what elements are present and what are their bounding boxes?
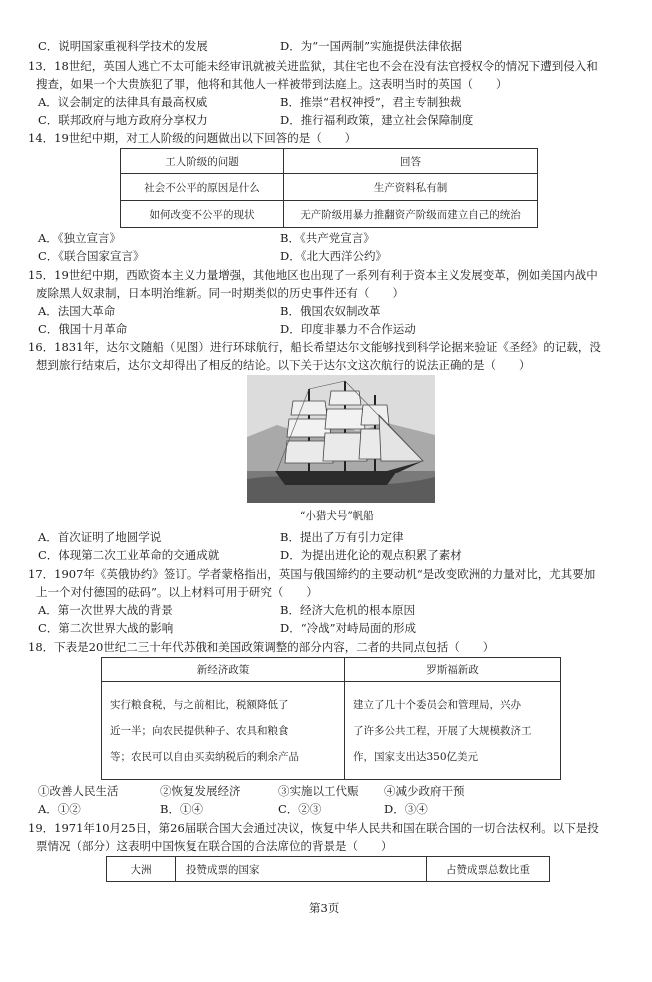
q13-option-d: D．推行福利政策，建立社会保障制度	[280, 113, 474, 127]
q18-new-deal-content	[345, 682, 561, 780]
q15-option-a: A．法国大革命	[38, 304, 116, 318]
q18-table	[101, 657, 561, 780]
q14-header-answer: 回答	[284, 149, 538, 174]
q16-option-c: C．体现第二次工业革命的交通成就	[38, 548, 220, 562]
q14-option-b: B．《共产党宣言》	[280, 231, 375, 245]
q19-header-countries: 投赞成票的国家	[176, 857, 427, 882]
q18-header-new-deal: 罗斯福新政	[345, 658, 561, 682]
q18-nep-line: 等；农民可以自由买卖纳税后的剩余产品	[110, 750, 299, 763]
q18-option-d: D．③④	[384, 802, 428, 816]
q18-item-3: ③实施以工代赈	[278, 784, 359, 798]
q12-option-c: C．说明国家重视科学技术的发展	[38, 39, 208, 53]
q17-option-c: C．第二次世界大战的影响	[38, 621, 174, 635]
q14-stem: 14．19世纪中期，对工人阶级的问题做出以下回答的是（ ）	[28, 131, 357, 145]
q18-option-c: C．②③	[278, 802, 322, 816]
q15-option-b: B．俄国农奴制改革	[280, 304, 381, 318]
q16-option-a: A．首次证明了地圆学说	[38, 530, 162, 544]
q16-option-b: B．提出了万有引力定律	[280, 530, 404, 544]
q19-stem-line-1: 19．1971年10月25日，第26届联合国大会通过决议，恢复中华人民共和国在联合国的一切合法权利。以下是投	[28, 821, 599, 835]
q15-stem-line-1: 15．19世纪中期，西欧资本主义力量增强，其他地区也出现了一系列有利于资本主义发展变革，例如美国内战中	[28, 268, 598, 282]
q14-row-1-question: 社会不公平的原因是什么	[121, 174, 284, 201]
ship-illustration	[247, 375, 435, 503]
q19-stem-line-2: 票情况（部分）这表明中国恢复在联合国的合法席位的背景是（ ）	[36, 839, 393, 853]
q17-stem-line-1: 17．1907年《英俄协约》签订。学者蒙格指出，英国与俄国缔约的主要动机“是改变欧洲的力量对比，尤其要加	[28, 567, 596, 581]
q14-row-2-question: 如何改变不公平的现状	[121, 201, 284, 228]
q19-table	[106, 856, 550, 882]
q14-table	[120, 148, 538, 228]
q13-stem-line-1: 13．18世纪，英国人逃亡不太可能未经审讯就被关进监狱，其住宅也不会在没有法官授权令的情况下遭到侵入和	[28, 59, 598, 73]
q14-header-question: 工人阶级的问题	[121, 149, 284, 174]
q13-stem-line-2: 搜查，如果一个大贵族犯了罪，他将和其他人一样被带到法庭上。这表明当时的英国（ ）	[36, 77, 508, 91]
q12-option-d: D．为“一国两制”实施提供法律依据	[280, 39, 462, 53]
q18-new-deal-line: 作，国家支出达350亿美元	[353, 750, 479, 763]
q18-option-b: B．①④	[160, 802, 203, 816]
q14-row-1-answer: 生产资料私有制	[284, 174, 538, 201]
q15-option-c: C．俄国十月革命	[38, 322, 128, 336]
q18-new-deal-line: 了许多公共工程，开展了大规模救济工	[353, 724, 532, 737]
q19-header-ratio: 占赞成票总数比重	[427, 857, 550, 882]
q14-option-a: A．《独立宣言》	[38, 231, 122, 245]
q16-stem-line-2: 想到旅行结束后，达尔文却得出了相反的结论。以下关于达尔文这次航行的说法正确的是（ ）	[36, 358, 531, 372]
q17-stem-line-2: 上一个对付德国的砝码”。以上材料可用于研究（ ）	[36, 585, 318, 599]
q13-option-b: B．推崇“君权神授”，君主专制独裁	[280, 95, 462, 109]
q17-option-d: D．“冷战”对峙局面的形成	[280, 621, 416, 635]
page-number: 第3页	[309, 901, 340, 915]
q14-row-2-answer: 无产阶级用暴力推翻资产阶级而建立自己的统治	[284, 201, 538, 228]
q18-stem: 18．下表是20世纪二三十年代苏俄和美国政策调整的部分内容，二者的共同点包括（ ）	[28, 640, 495, 654]
q15-stem-line-2: 废除黑人奴隶制，日本明治维新。同一时期类似的历史事件还有（ ）	[36, 286, 404, 300]
q16-stem-line-1: 16．1831年，达尔文随船（见图）进行环球航行，船长希望达尔文能够找到科学论据来验证《圣经》的记载，没	[28, 340, 601, 354]
q18-header-nep: 新经济政策	[102, 658, 345, 682]
q17-option-a: A．第一次世界大战的背景	[38, 603, 173, 617]
q13-option-a: A．议会制定的法律具有最高权威	[38, 95, 208, 109]
ship-caption: “小猎犬号”帆船	[300, 510, 374, 522]
q14-option-d: D．《北大西洋公约》	[280, 249, 387, 263]
q15-option-d: D．印度非暴力不合作运动	[280, 322, 416, 336]
q18-nep-line: 近一半；向农民提供种子、农具和粮食	[110, 724, 289, 737]
q18-new-deal-line: 建立了几十个委员会和管理局，兴办	[353, 698, 521, 711]
q13-option-c: C．联邦政府与地方政府分享权力	[38, 113, 208, 127]
q18-nep-content	[102, 682, 345, 780]
q19-header-continent: 大洲	[107, 857, 176, 882]
q16-option-d: D．为提出进化论的观点积累了素材	[280, 548, 462, 562]
q18-item-1: ①改善人民生活	[38, 784, 119, 798]
q18-item-4: ④减少政府干预	[384, 784, 465, 798]
q17-option-b: B．经济大危机的根本原因	[280, 603, 415, 617]
q18-item-2: ②恢复发展经济	[160, 784, 241, 798]
q18-option-a: A．①②	[38, 802, 81, 816]
q14-option-c: C．《联合国家宣言》	[38, 249, 145, 263]
q18-nep-line: 实行粮食税，与之前相比，税额降低了	[110, 698, 289, 711]
